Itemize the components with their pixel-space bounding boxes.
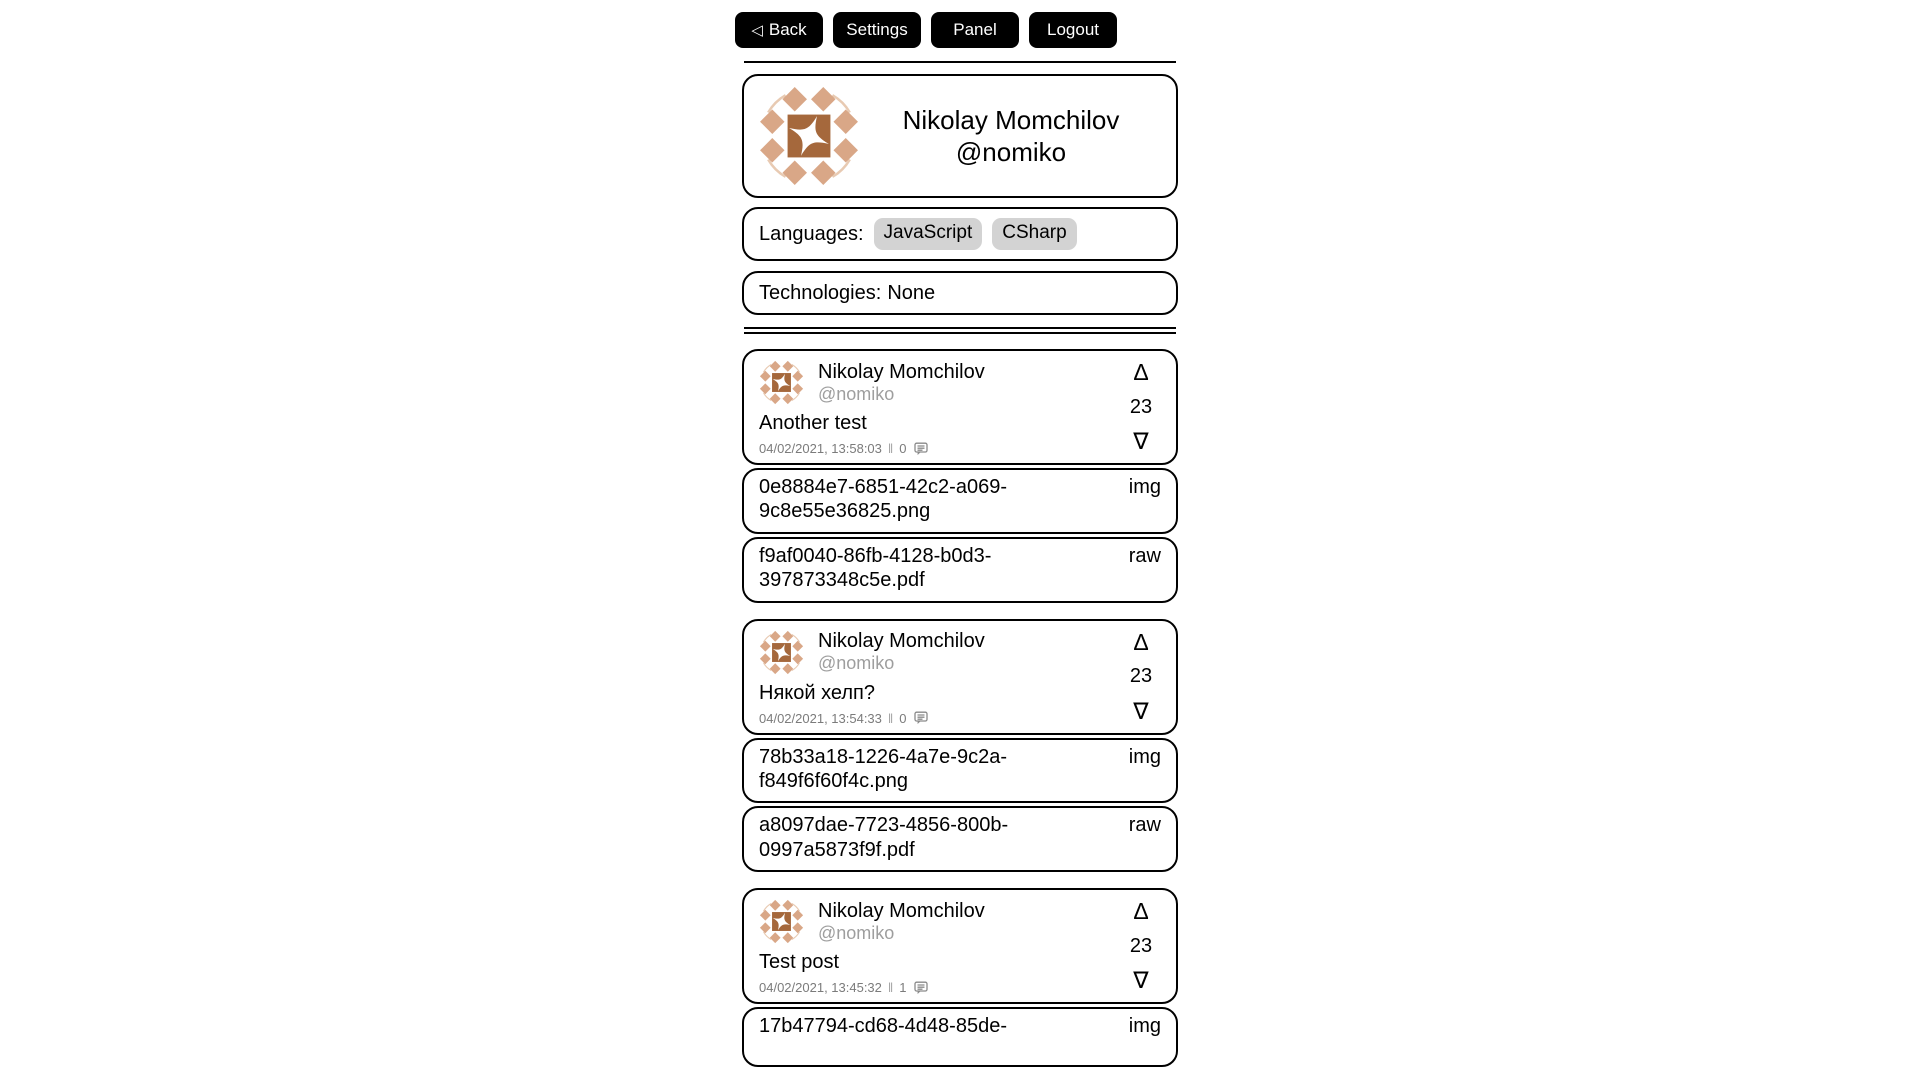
post-author-handle: @nomiko bbox=[818, 383, 895, 404]
settings-button-label: Settings bbox=[846, 20, 908, 39]
post-title: Test post bbox=[759, 951, 840, 974]
panel-button-label: Panel bbox=[953, 20, 997, 39]
downvote-button[interactable]: ∇ bbox=[1133, 697, 1149, 724]
vote-column bbox=[1121, 360, 1161, 456]
attachment-filename: 0e8884e7-6851-42c2-a069-9c8e55e36825.png bbox=[759, 476, 1007, 523]
toolbar bbox=[735, 0, 1178, 48]
post bbox=[742, 619, 1178, 873]
comment-icon bbox=[914, 981, 928, 995]
attachment-row[interactable] bbox=[742, 537, 1178, 603]
post-avatar bbox=[759, 630, 804, 675]
attachment-type: img bbox=[1128, 476, 1161, 498]
settings-button[interactable] bbox=[833, 12, 921, 48]
languages-label: Languages: bbox=[759, 222, 864, 245]
post-main bbox=[759, 630, 1121, 726]
vote-column bbox=[1121, 630, 1161, 726]
post-avatar bbox=[759, 360, 804, 405]
meta-separator: ‖ bbox=[887, 441, 894, 456]
comment-icon bbox=[914, 442, 928, 456]
attachment-filename: 78b33a18-1226-4a7e-9c2a-f849f6f60f4c.png bbox=[759, 745, 1007, 792]
post-score: 23 bbox=[1129, 934, 1153, 957]
comment-icon bbox=[914, 711, 928, 725]
toolbar-divider bbox=[744, 61, 1176, 63]
back-button[interactable] bbox=[735, 12, 823, 48]
downvote-button[interactable]: ∇ bbox=[1133, 967, 1149, 994]
post-header bbox=[742, 349, 1178, 465]
post-main bbox=[759, 899, 1121, 995]
languages-card bbox=[742, 207, 1178, 261]
post-score: 23 bbox=[1129, 665, 1153, 688]
attachment-row[interactable] bbox=[742, 1007, 1178, 1067]
post bbox=[742, 349, 1178, 603]
attachment-filename: a8097dae-7723-4856-800b-0997a5873f9f.pdf bbox=[759, 814, 1009, 861]
post-avatar bbox=[759, 899, 804, 944]
post-meta bbox=[759, 441, 1121, 456]
post-author-row bbox=[759, 630, 1121, 675]
post-score: 23 bbox=[1129, 395, 1153, 418]
meta-separator: ‖ bbox=[887, 980, 894, 996]
post-header bbox=[742, 619, 1178, 735]
post-author-row bbox=[759, 360, 1121, 405]
post-author-row bbox=[759, 899, 1121, 944]
attachment-type: img bbox=[1128, 1015, 1161, 1038]
back-arrow-icon: ◁ bbox=[751, 22, 763, 39]
post-author-block bbox=[818, 361, 985, 405]
attachment-filename: 17b47794-cd68-4d48-85de- bbox=[759, 1015, 1007, 1038]
post-meta bbox=[759, 980, 1121, 995]
post-title: Another test bbox=[759, 412, 867, 434]
profile-avatar bbox=[758, 85, 860, 187]
post-comment-count: 0 bbox=[899, 441, 907, 456]
post-comment-count: 1 bbox=[899, 980, 907, 996]
meta-separator: ‖ bbox=[887, 710, 894, 726]
post-author-block bbox=[818, 900, 985, 944]
post-comment-count: 0 bbox=[899, 710, 907, 726]
profile-names bbox=[860, 104, 1162, 169]
attachment-type: raw bbox=[1128, 544, 1161, 567]
attachment-type: raw bbox=[1128, 814, 1161, 837]
upvote-button[interactable]: Δ bbox=[1133, 898, 1149, 925]
post-timestamp: 04/02/2021, 13:58:03 bbox=[759, 441, 882, 456]
panel-button[interactable] bbox=[931, 12, 1019, 48]
posts-divider bbox=[744, 327, 1176, 334]
post-title: Някой хелп? bbox=[759, 681, 875, 704]
upvote-button[interactable]: Δ bbox=[1133, 628, 1149, 655]
post-author-block bbox=[818, 630, 985, 674]
attachment-filename: f9af0040-86fb-4128-b0d3-397873348c5e.pdf bbox=[759, 544, 992, 592]
post-main bbox=[759, 360, 1121, 456]
upvote-button[interactable]: Δ bbox=[1133, 359, 1149, 385]
attachment-row[interactable] bbox=[742, 738, 1178, 804]
post-header bbox=[742, 888, 1178, 1004]
profile-name: Nikolay Momchilov bbox=[902, 104, 1120, 135]
post bbox=[742, 888, 1178, 1067]
technologies-label: Technologies: bbox=[759, 282, 882, 304]
attachment-row[interactable] bbox=[742, 806, 1178, 872]
language-badge-csharp: CSharp bbox=[992, 218, 1076, 251]
post-author-name: Nikolay Momchilov bbox=[818, 630, 985, 653]
post-author-handle: @nomiko bbox=[818, 653, 895, 674]
post-timestamp: 04/02/2021, 13:45:32 bbox=[759, 980, 882, 996]
vote-column bbox=[1121, 899, 1161, 995]
profile-card bbox=[742, 74, 1178, 198]
attachment-row[interactable] bbox=[742, 468, 1178, 534]
post-author-name: Nikolay Momchilov bbox=[818, 360, 985, 383]
post-timestamp: 04/02/2021, 13:54:33 bbox=[759, 710, 882, 726]
downvote-button[interactable]: ∇ bbox=[1133, 428, 1149, 454]
attachment-type: img bbox=[1128, 745, 1161, 768]
technologies-value: None bbox=[887, 282, 936, 304]
back-button-label: Back bbox=[768, 20, 807, 39]
technologies-card bbox=[742, 271, 1178, 315]
post-meta bbox=[759, 711, 1121, 726]
post-author-handle: @nomiko bbox=[818, 922, 895, 943]
post-author-name: Nikolay Momchilov bbox=[818, 899, 985, 922]
profile-handle: @nomiko bbox=[955, 137, 1067, 167]
logout-button-label: Logout bbox=[1047, 20, 1099, 39]
logout-button[interactable] bbox=[1029, 12, 1117, 48]
language-badge-javascript: JavaScript bbox=[874, 218, 983, 251]
profile-page bbox=[742, 0, 1178, 1067]
